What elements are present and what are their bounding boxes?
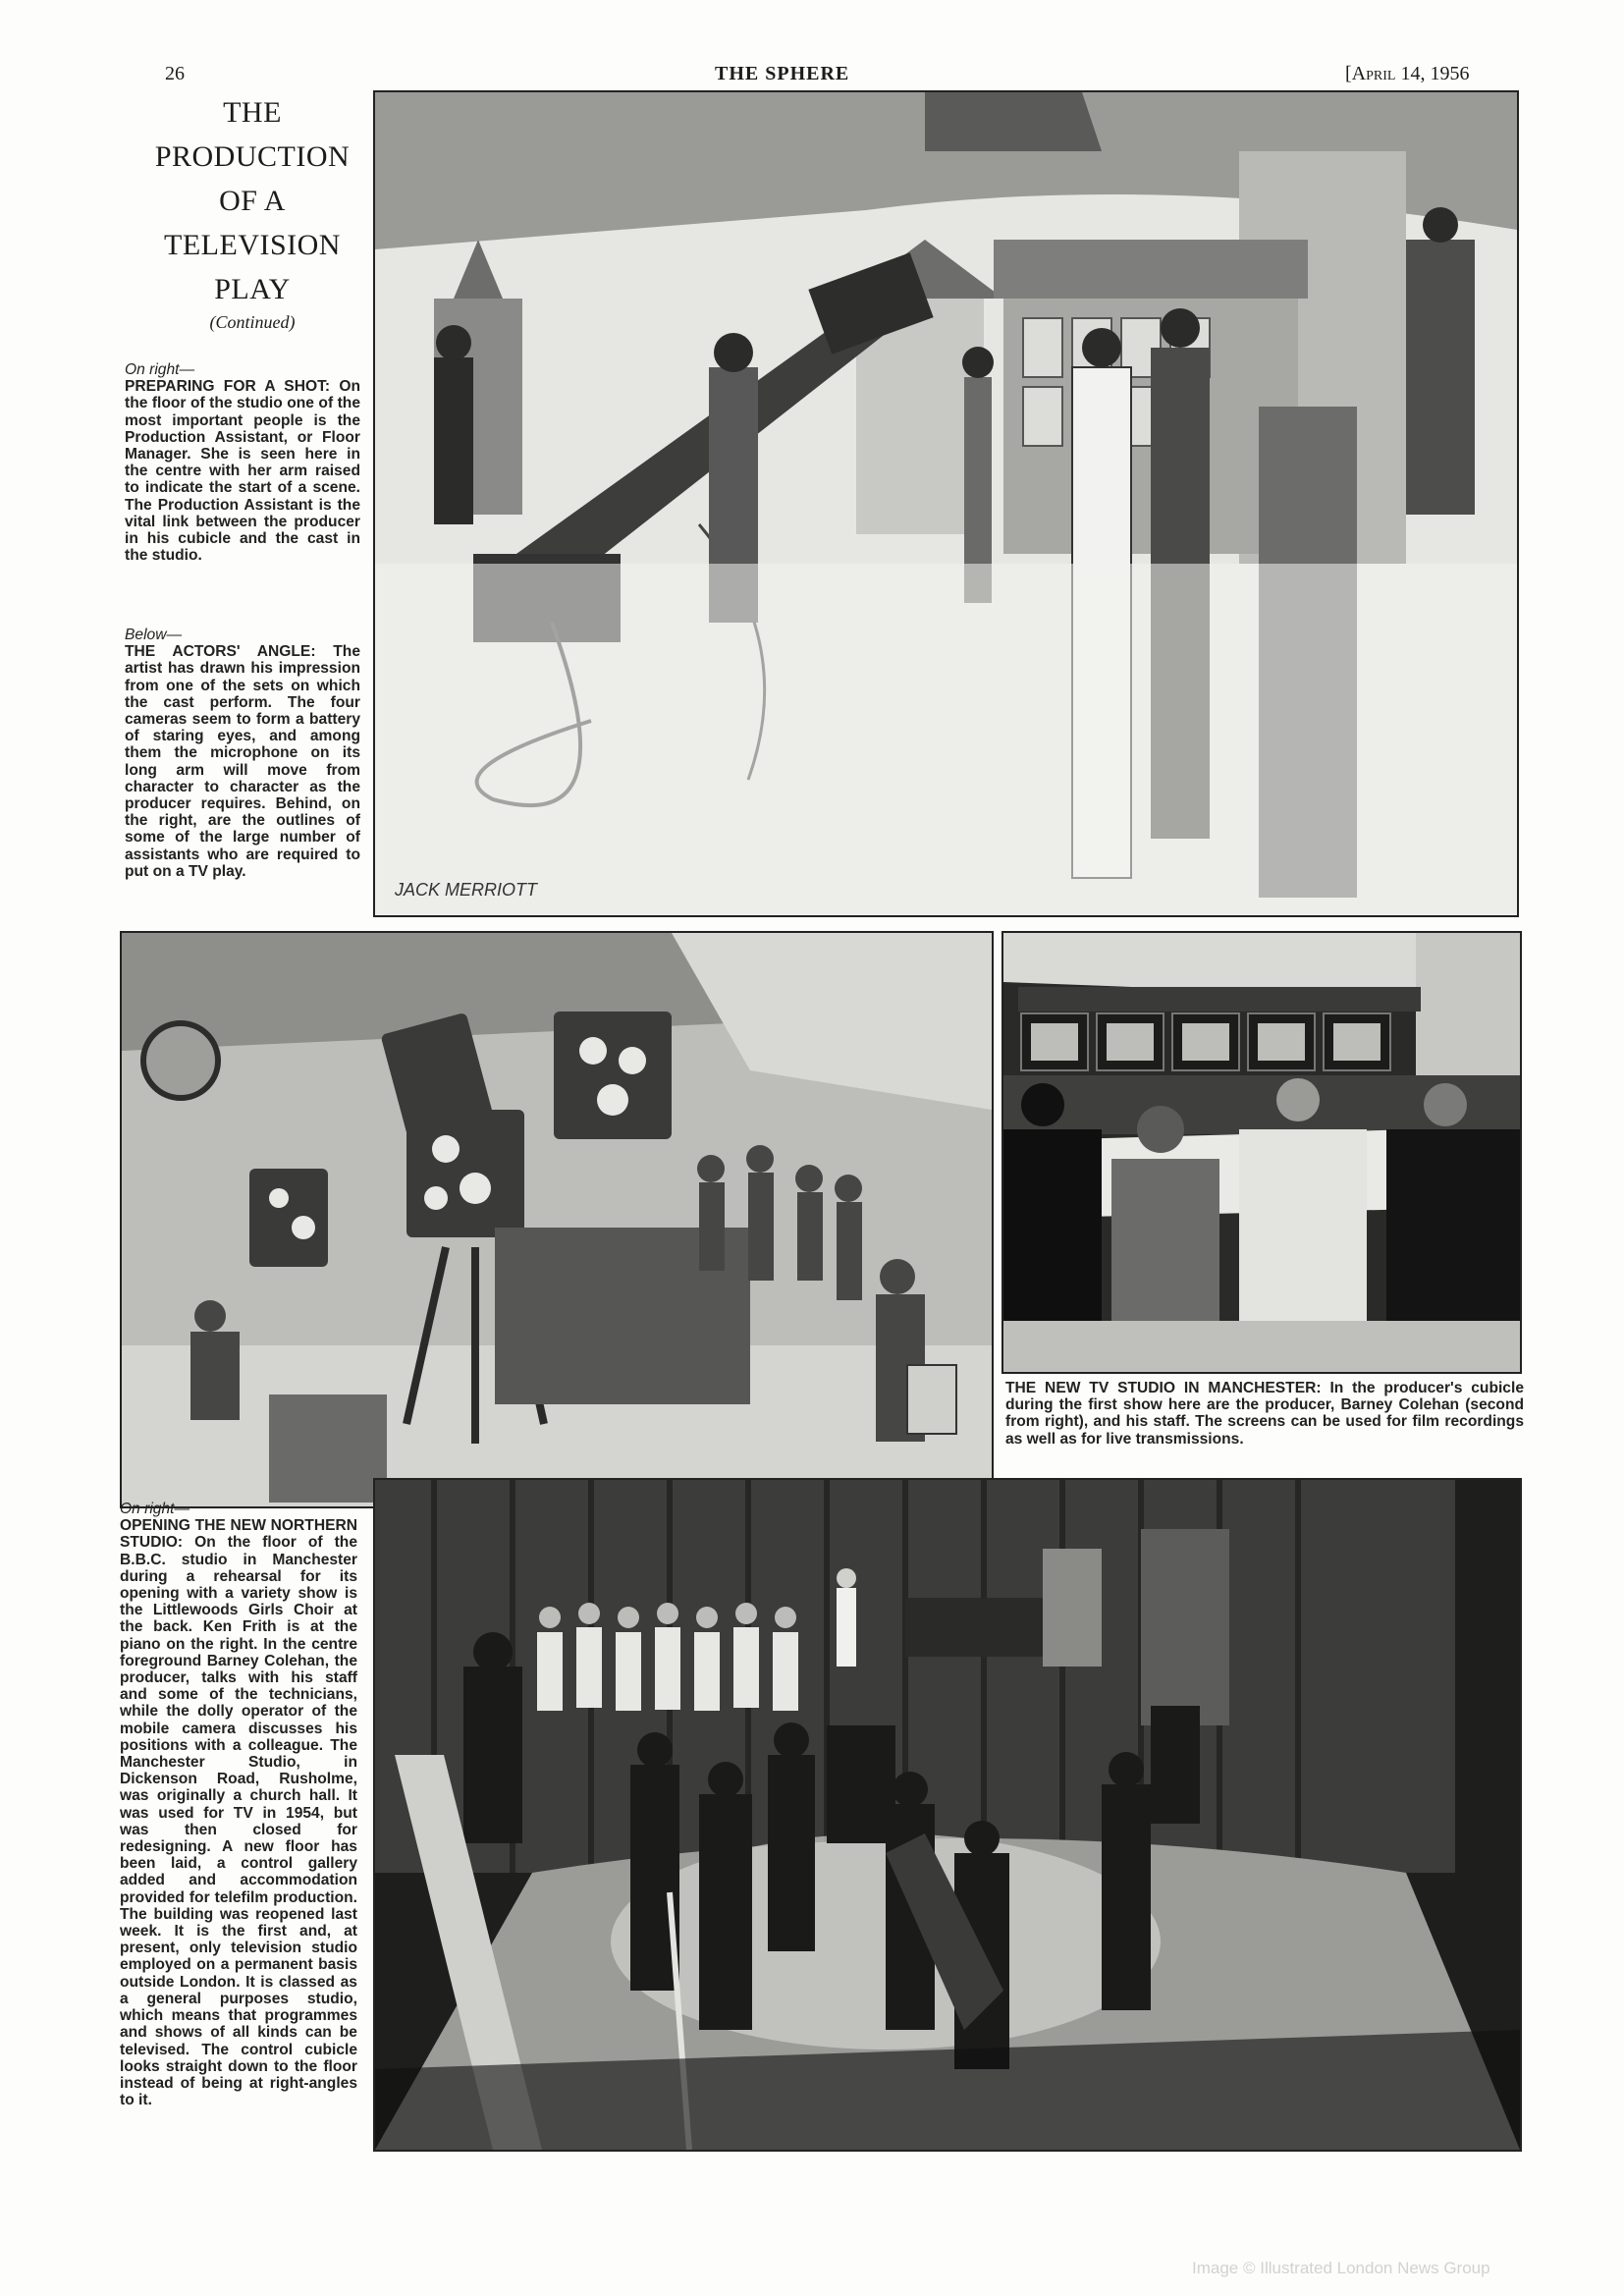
image-watermark: Image © Illustrated London News Group <box>1192 2259 1490 2277</box>
caption-heading: OPENING THE NEW NORTHERN STUDIO: <box>120 1517 357 1552</box>
article-title <box>130 90 375 311</box>
issue-date: [April 14, 1956 <box>1345 63 1470 84</box>
caption-body: On the floor of the B.B.C. studio in Manchester during a rehearsal for its opening with a variety show is the Littlewoods Girls Choir at the back. Ken Frith is at the piano on the right. In the centre foreground Barney Colehan, the producer, talks with his staff and some of the technicians, while the dolly operator of the mobile camera discusses his positions with a colleague. The Manchester Studio, in Dickenson Road, Rusholme, was originally a church hall. It was used for TV in 1954, but was then closed for redesigning. A new floor has been laid, a control gallery added and accommodation provided for telefilm production. The building was reopened last week. It is the first and, at present, only television studio employed on a permanent basis outside London. It is classed as a general purposes studio, which means that programmes and shows of all kinds can be televised. The control cubicle looks straight down to the floor instead of being at right-angles to it. <box>120 1534 357 2109</box>
title-line: OF A <box>219 185 286 217</box>
caption-preparing-shot <box>125 361 360 564</box>
caption-heading: THE NEW TV STUDIO IN MANCHESTER: <box>1005 1380 1330 1396</box>
caption-actors-angle <box>125 627 360 880</box>
caption-lead: On right— <box>120 1501 190 1517</box>
photo-producer-cubicle <box>1001 931 1522 1374</box>
page-number: 26 <box>165 63 185 84</box>
caption-body: The artist has drawn his impression from one of the sets on which the cast perform. The four cameras seem to form a battery of staring eyes, and among them the microphone on its long arm will move from character to character as the producer requires. Behind, on the right, are the outlines of some of the large number of assistants who are required to put on a TV play. <box>125 643 360 880</box>
caption-heading: PREPARING FOR A SHOT: <box>125 378 340 396</box>
title-line: THE <box>223 96 282 129</box>
caption-heading: THE ACTORS' ANGLE: <box>125 643 334 661</box>
caption-northern-studio <box>120 1501 357 2108</box>
caption-body: On the floor of the studio one of the most important people is the Production Assistant, or Floor Manager. She is seen here in the centre with her arm raised to indicate the start of a scene. The Production Assistant is the vital link between the producer in his cubicle and the cast in the studio. <box>125 378 360 565</box>
publication-name: THE SPHERE <box>715 63 850 84</box>
caption-body: In the producer's cubicle during the first show here are the producer, Barney Colehan (second from right), and his staff. The screens can be used for film recordings as well as for live transmissions. <box>1005 1380 1524 1448</box>
caption-manchester-studio <box>1005 1380 1524 1448</box>
photo-northern-studio <box>373 1478 1522 2152</box>
artist-signature: JACK MERRIOTT <box>395 880 538 900</box>
illustration-preparing-shot <box>373 90 1519 917</box>
caption-lead: On right— <box>125 361 195 378</box>
title-line: TELEVISION <box>164 229 341 261</box>
continued-label: (Continued) <box>209 312 296 332</box>
illustration-actors-angle <box>120 931 994 1508</box>
title-line: PLAY <box>214 273 291 305</box>
title-line: PRODUCTION <box>154 140 351 173</box>
caption-lead: Below— <box>125 627 183 643</box>
